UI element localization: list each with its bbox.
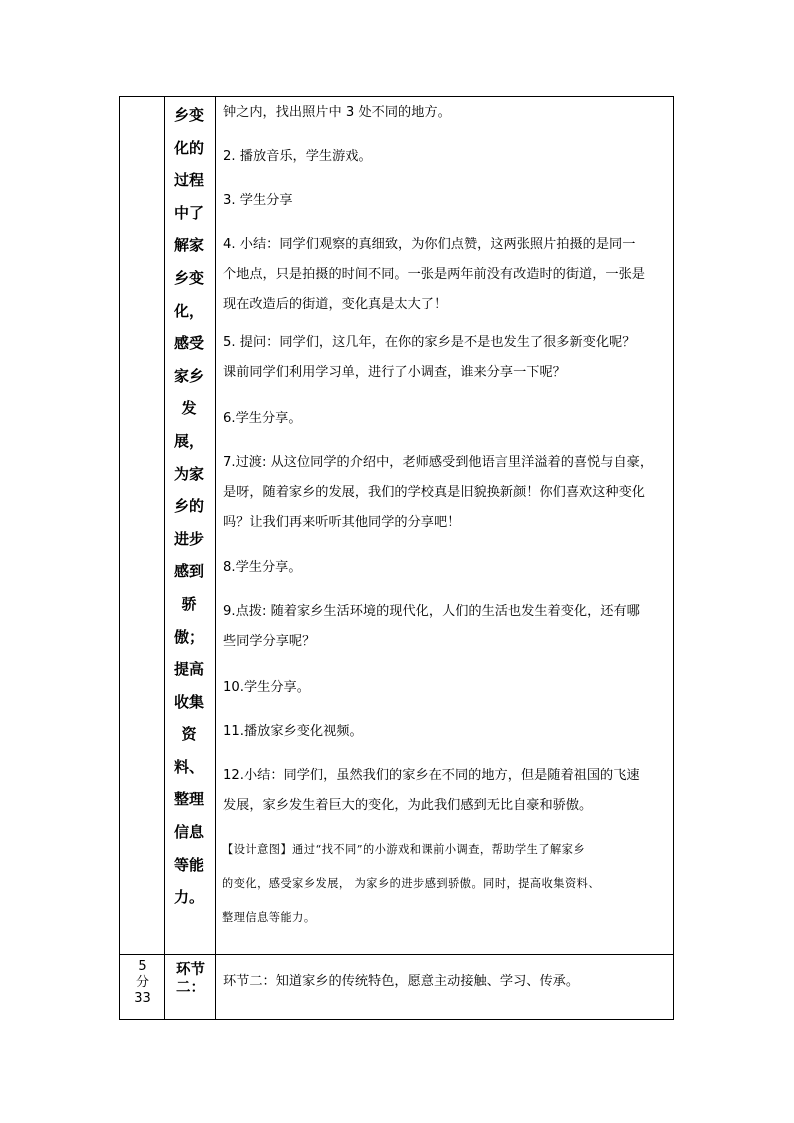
goal-text-line: 感受 xyxy=(173,334,204,353)
time-text: 33 xyxy=(134,991,151,1006)
goal-text-line: 力。 xyxy=(173,888,204,907)
goal-text-line: 解家 xyxy=(173,236,204,255)
goal-text-line: 乡的 xyxy=(173,497,204,516)
goal-text-line: 乡变 xyxy=(173,106,204,124)
activity-line: 吗？让我们再来听听其他同学的分享吧！ xyxy=(223,515,461,530)
activity-line: 7.过渡: 从这位同学的介绍中，老师感受到他语言里洋溢着的喜悦与自豪， xyxy=(223,455,654,470)
goal-text-line: 为家 xyxy=(173,464,204,483)
goal-text-line: 感到 xyxy=(173,562,204,581)
goal-text-line: 乡变 xyxy=(173,268,204,287)
design-intent-line: 【设计意图】通过“找不同”的小游戏和课前小调查，帮助学生了解家乡 xyxy=(222,843,586,856)
time-text: 5 xyxy=(138,959,147,974)
goal-text-line: 等能 xyxy=(173,855,204,874)
activity-line: 12.小结：同学们，虽然我们的家乡在不同的地方，但是随着祖国的飞速 xyxy=(223,768,640,783)
goal-text-line: 傲； xyxy=(173,627,204,646)
goal-text-line: 化的 xyxy=(173,138,204,157)
goal-text-line: 骄 xyxy=(181,594,197,613)
goal-text-line: 中了 xyxy=(173,203,204,222)
section-label-text: 环节 xyxy=(176,962,205,978)
section-label-cell xyxy=(165,961,216,997)
goal-text-line: 过程 xyxy=(173,171,204,190)
activity-line: 钟之内，找出照片中 3 处不同的地方。 xyxy=(223,105,451,120)
goals-column xyxy=(165,97,213,956)
activity-line: 些同学分享呢？ xyxy=(223,634,316,649)
design-intent-line: 的变化，感受家乡发展， 为家乡的进步感到骄傲。同时，提高收集资料、 xyxy=(222,877,601,890)
section-label-text: 二： xyxy=(176,980,205,996)
activity-line: 2. 播放音乐，学生游戏。 xyxy=(223,149,372,164)
activity-line: 课前同学们利用学习单，进行了小调查，谁来分享一下呢？ xyxy=(223,365,566,380)
goal-text-line: 料、 xyxy=(173,757,204,776)
activity-line: 4. 小结：同学们观察的真细致，为你们点赞，这两张照片拍摄的是同一 xyxy=(223,237,636,252)
activity-line: 10.学生分享。 xyxy=(223,680,310,695)
section-description: 环节二：知道家乡的传统特色，愿意主动接触、学习、传承。 xyxy=(223,974,580,989)
lesson-plan-table xyxy=(119,96,674,1020)
goal-text-line: 信息 xyxy=(173,823,204,842)
goal-text-line: 收集 xyxy=(173,692,204,711)
activity-line: 5. 提问：同学们，这几年，在你的家乡是不是也发生了很多新变化呢？ xyxy=(223,335,636,350)
activity-line: 9.点拨: 随着家乡生活环境的现代化，人们的生活也发生着变化，还有哪 xyxy=(223,604,640,619)
time-cell xyxy=(120,959,165,1007)
activity-line: 发展，家乡发生着巨大的变化，为此我们感到无比自豪和骄傲。 xyxy=(223,798,593,813)
goal-text-line: 进步 xyxy=(173,529,204,548)
goal-text-line: 家乡 xyxy=(173,366,204,385)
goal-text-line: 展， xyxy=(173,431,204,450)
activity-line: 3. 学生分享 xyxy=(223,193,293,208)
time-text: 分 xyxy=(135,975,149,990)
activity-line: 6.学生分享。 xyxy=(223,411,302,426)
goal-text-line: 发 xyxy=(181,399,197,418)
goal-text-line: 化， xyxy=(173,301,204,320)
activity-line: 个地点，只是拍摄的时间不同。一张是两年前没有改造时的街道，一张是 xyxy=(223,267,645,282)
goal-text-line: 整理 xyxy=(173,790,204,809)
activity-line: 现在改造后的街道，变化真是太大了！ xyxy=(223,297,448,312)
goal-text-line: 提高 xyxy=(173,660,204,679)
column-divider xyxy=(215,97,216,1019)
activity-line: 11.播放家乡变化视频。 xyxy=(223,724,363,739)
activity-line: 8.学生分享。 xyxy=(223,560,302,575)
activity-line: 是呀，随着家乡的发展，我们的学校真是旧貌换新颜！你们喜欢这种变化 xyxy=(223,485,645,500)
design-intent-line: 整理信息等能力。 xyxy=(222,911,316,924)
goal-text-line: 资 xyxy=(181,725,197,744)
